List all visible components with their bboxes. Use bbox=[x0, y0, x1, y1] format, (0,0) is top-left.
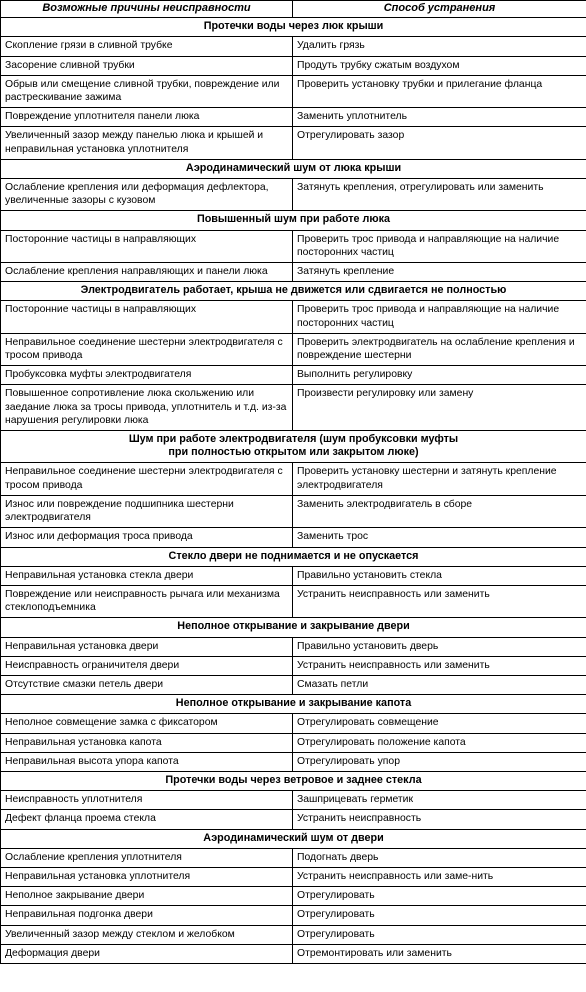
header-remedy: Способ устранения bbox=[293, 1, 586, 18]
table-row bbox=[1, 230, 586, 262]
cause-cell: Неполное закрывание двери bbox=[1, 887, 293, 906]
remedy-cell: Произвести регулировку или замену bbox=[293, 385, 586, 431]
section-title: Аэродинамический шум от люка крыши bbox=[1, 159, 586, 178]
table-row bbox=[1, 925, 586, 944]
cause-cell: Повреждение уплотнителя панели люка bbox=[1, 108, 293, 127]
remedy-cell: Правильно установить стекла bbox=[293, 566, 586, 585]
remedy-cell: Продуть трубку сжатым воздухом bbox=[293, 56, 586, 75]
cause-cell: Неправильное соединение шестерни электродвигателя с тросом привода bbox=[1, 333, 293, 365]
remedy-cell: Заменить уплотнитель bbox=[293, 108, 586, 127]
remedy-cell: Проверить трос привода и направляющие на наличие посторонних частиц bbox=[293, 301, 586, 333]
table-body bbox=[1, 18, 586, 964]
remedy-cell: Подогнать дверь bbox=[293, 848, 586, 867]
cause-cell: Засорение сливной трубки bbox=[1, 56, 293, 75]
cause-cell: Увеличенный зазор между стеклом и желобком bbox=[1, 925, 293, 944]
section-title: Неполное открывание и закрывание двери bbox=[1, 618, 586, 637]
remedy-cell: Проверить установку трубки и прилегание фланца bbox=[293, 75, 586, 107]
table-row bbox=[1, 127, 586, 159]
remedy-cell: Устранить неисправность или заме-нить bbox=[293, 867, 586, 886]
remedy-cell: Проверить электродвигатель на ослабление крепления и повреждение шестерни bbox=[293, 333, 586, 365]
section-row bbox=[1, 618, 586, 637]
table-row bbox=[1, 752, 586, 771]
table-row bbox=[1, 585, 586, 617]
table-row bbox=[1, 733, 586, 752]
cause-cell: Скопление грязи в сливной трубке bbox=[1, 37, 293, 56]
table-row bbox=[1, 656, 586, 675]
section-title: Аэродинамический шум от двери bbox=[1, 829, 586, 848]
table-row bbox=[1, 56, 586, 75]
cause-cell: Износ или деформация троса привода bbox=[1, 528, 293, 547]
remedy-cell: Устранить неисправность или заменить bbox=[293, 585, 586, 617]
remedy-cell: Отремонтировать или заменить bbox=[293, 944, 586, 963]
cause-cell: Повреждение или неисправность рычага или механизма стеклоподъемника bbox=[1, 585, 293, 617]
cause-cell: Деформация двери bbox=[1, 944, 293, 963]
table-row bbox=[1, 385, 586, 431]
table-row bbox=[1, 179, 586, 211]
section-title: Неполное открывание и закрывание капота bbox=[1, 695, 586, 714]
table-row bbox=[1, 528, 586, 547]
section-row bbox=[1, 159, 586, 178]
remedy-cell: Заменить трос bbox=[293, 528, 586, 547]
cause-cell: Посторонние частицы в направляющих bbox=[1, 301, 293, 333]
remedy-cell: Проверить трос привода и направляющие на наличие посторонних частиц bbox=[293, 230, 586, 262]
table-row bbox=[1, 263, 586, 282]
table-header bbox=[1, 1, 586, 18]
table-row bbox=[1, 675, 586, 694]
cause-cell: Дефект фланца проема стекла bbox=[1, 810, 293, 829]
remedy-cell: Устранить неисправность bbox=[293, 810, 586, 829]
remedy-cell: Заменить электродвигатель в сборе bbox=[293, 495, 586, 527]
remedy-cell: Отрегулировать bbox=[293, 906, 586, 925]
cause-cell: Неправильная установка капота bbox=[1, 733, 293, 752]
cause-cell: Увеличенный зазор между панелью люка и крышей и неправильная установка уплотнителя bbox=[1, 127, 293, 159]
section-title: Протечки воды через ветровое и заднее стекла bbox=[1, 771, 586, 790]
remedy-cell: Удалить грязь bbox=[293, 37, 586, 56]
section-title: Шум при работе электродвигателя (шум пробуксовки муфты при полностью открытом или закрытом люке) bbox=[1, 431, 586, 463]
remedy-cell: Отрегулировать упор bbox=[293, 752, 586, 771]
table-row bbox=[1, 887, 586, 906]
table-row bbox=[1, 463, 586, 495]
section-row bbox=[1, 211, 586, 230]
remedy-cell: Отрегулировать bbox=[293, 925, 586, 944]
cause-cell: Посторонние частицы в направляющих bbox=[1, 230, 293, 262]
cause-cell: Неправильная установка двери bbox=[1, 637, 293, 656]
section-title: Протечки воды через люк крыши bbox=[1, 18, 586, 37]
table-row bbox=[1, 810, 586, 829]
cause-cell: Неправильное соединение шестерни электродвигателя с тросом привода bbox=[1, 463, 293, 495]
cause-cell: Неполное совмещение замка с фиксатором bbox=[1, 714, 293, 733]
remedy-cell: Отрегулировать bbox=[293, 887, 586, 906]
cause-cell: Неправильная установка стекла двери bbox=[1, 566, 293, 585]
cause-cell: Неисправность ограничителя двери bbox=[1, 656, 293, 675]
cause-cell: Неисправность уплотнителя bbox=[1, 791, 293, 810]
section-row bbox=[1, 282, 586, 301]
cause-cell: Неправильная подгонка двери bbox=[1, 906, 293, 925]
table-row bbox=[1, 714, 586, 733]
table-row bbox=[1, 848, 586, 867]
section-row bbox=[1, 771, 586, 790]
header-causes: Возможные причины неисправности bbox=[1, 1, 293, 18]
table-row bbox=[1, 867, 586, 886]
remedy-cell: Отрегулировать зазор bbox=[293, 127, 586, 159]
cause-cell: Ослабление крепления направляющих и панели люка bbox=[1, 263, 293, 282]
remedy-cell: Правильно установить дверь bbox=[293, 637, 586, 656]
cause-cell: Пробуксовка муфты электродвигателя bbox=[1, 366, 293, 385]
table-row bbox=[1, 791, 586, 810]
table-row bbox=[1, 944, 586, 963]
table-row bbox=[1, 37, 586, 56]
cause-cell: Повышенное сопротивление люка скольжению или заедание люка за тросы привода, уплотнитель и т.д. из-за нарушения регулировки люка bbox=[1, 385, 293, 431]
table-row bbox=[1, 566, 586, 585]
remedy-cell: Устранить неисправность или заменить bbox=[293, 656, 586, 675]
table-row bbox=[1, 637, 586, 656]
cause-cell: Ослабление крепления или деформация дефлектора, увеличенные зазоры с кузовом bbox=[1, 179, 293, 211]
remedy-cell: Отрегулировать положение капота bbox=[293, 733, 586, 752]
table-row bbox=[1, 108, 586, 127]
remedy-cell: Затянуть крепление bbox=[293, 263, 586, 282]
remedy-cell: Выполнить регулировку bbox=[293, 366, 586, 385]
remedy-cell: Проверить установку шестерни и затянуть крепление электродвигателя bbox=[293, 463, 586, 495]
cause-cell: Отсутствие смазки петель двери bbox=[1, 675, 293, 694]
remedy-cell: Затянуть крепления, отрегулировать или заменить bbox=[293, 179, 586, 211]
remedy-cell: Зашприцевать герметик bbox=[293, 791, 586, 810]
cause-cell: Обрыв или смещение сливной трубки, повреждение или растрескивание зажима bbox=[1, 75, 293, 107]
table-row bbox=[1, 906, 586, 925]
table-row bbox=[1, 333, 586, 365]
remedy-cell: Смазать петли bbox=[293, 675, 586, 694]
section-row bbox=[1, 695, 586, 714]
table-row bbox=[1, 366, 586, 385]
section-title: Повышенный шум при работе люка bbox=[1, 211, 586, 230]
section-row bbox=[1, 18, 586, 37]
cause-cell: Ослабление крепления уплотнителя bbox=[1, 848, 293, 867]
cause-cell: Неправильная установка уплотнителя bbox=[1, 867, 293, 886]
section-row bbox=[1, 547, 586, 566]
cause-cell: Неправильная высота упора капота bbox=[1, 752, 293, 771]
section-row bbox=[1, 829, 586, 848]
section-title: Электродвигатель работает, крыша не движется или сдвигается не полностью bbox=[1, 282, 586, 301]
section-row bbox=[1, 431, 586, 463]
remedy-cell: Отрегулировать совмещение bbox=[293, 714, 586, 733]
header-row bbox=[1, 1, 586, 18]
section-title: Стекло двери не поднимается и не опускается bbox=[1, 547, 586, 566]
cause-cell: Износ или повреждение подшипника шестерни электродвигателя bbox=[1, 495, 293, 527]
table-row bbox=[1, 495, 586, 527]
table-row bbox=[1, 75, 586, 107]
table-row bbox=[1, 301, 586, 333]
